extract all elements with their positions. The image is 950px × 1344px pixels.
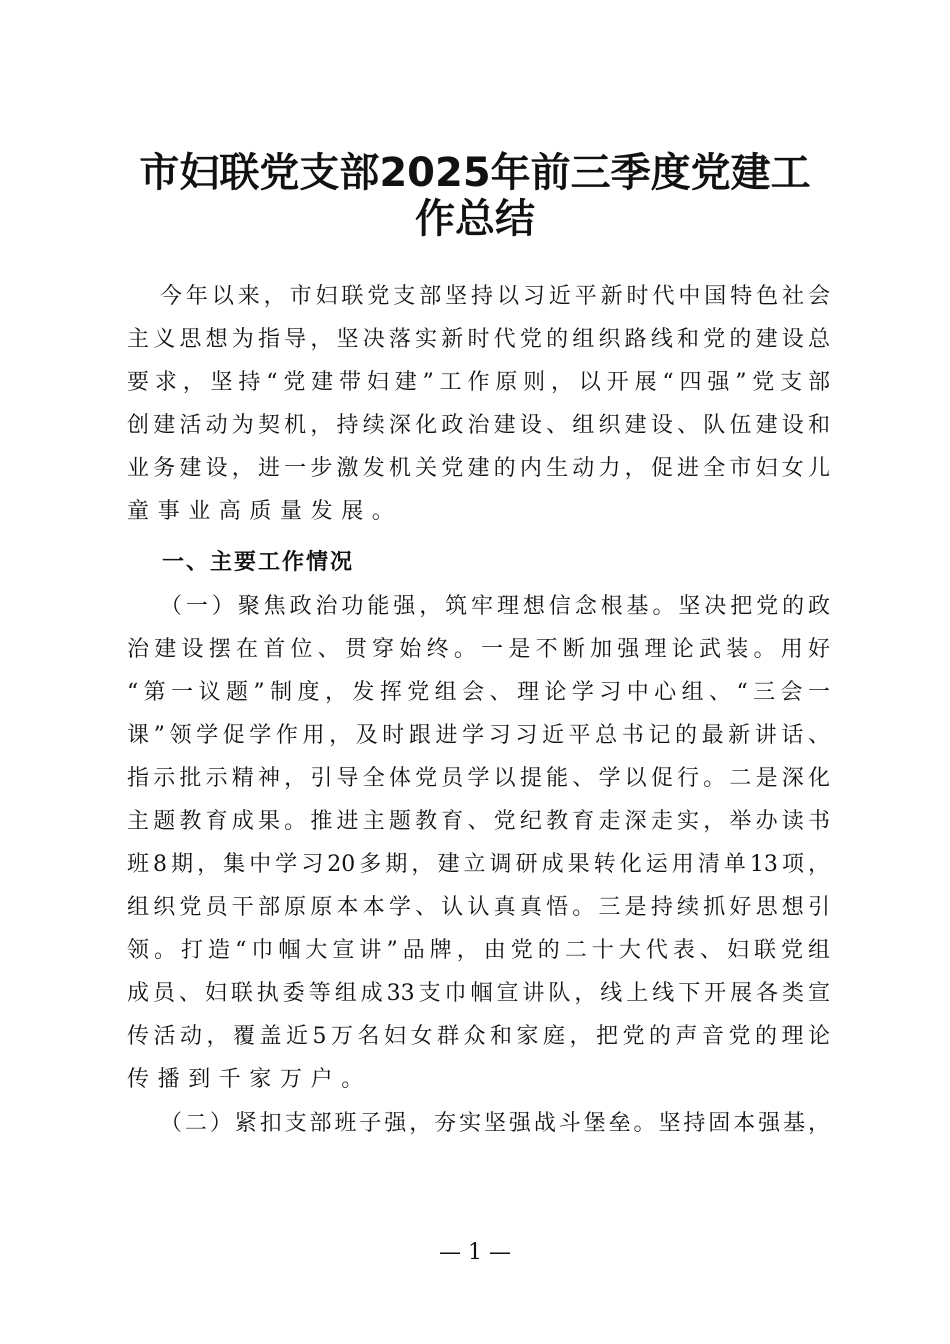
text-line: 课”领学促学作用，及时跟进学习习近平总书记的最新讲话、 [127,723,830,748]
text-line: （一）聚焦政治功能强，筑牢理想信念根基。坚决把党的政 [160,594,830,619]
text-line: 主题教育成果。推进主题教育、党纪教育走深走实，举办读书 [127,809,830,834]
text-line: 组织党员干部原原本本学、认认真真悟。三是持续抓好思想引 [127,895,830,920]
text-line: 今年以来，市妇联党支部坚持以习近平新时代中国特色社会 [160,284,830,309]
text-line: 班8期，集中学习20多期，建立调研成果转化运用清单13项， [127,852,830,877]
section-heading: 一、主要工作情况 [162,550,355,575]
title-line-1: 市妇联党支部2025年前三季度党建工 [139,150,811,196]
text-line: 童事业高质量发展。 [127,499,403,524]
text-line: （二）紧扣支部班子强，夯实坚强战斗堡垒。坚持固本强基， [160,1111,830,1136]
text-line: 创建活动为契机，持续深化政治建设、组织建设、队伍建设和 [127,413,830,438]
text-line: 治建设摆在首位、贯穿始终。一是不断加强理论武装。用好 [127,637,830,662]
text-line: 领。打造“巾帼大宣讲”品牌，由党的二十大代表、妇联党组 [127,938,830,963]
title-line-2: 作总结 [415,196,535,242]
text-line: 要求，坚持“党建带妇建”工作原则，以开展“四强”党支部 [127,370,830,395]
text-line: 业务建设，进一步激发机关党建的内生动力，促进全市妇女儿 [127,456,830,481]
text-line: “第一议题”制度，发挥党组会、理论学习中心组、“三会一 [127,680,830,705]
text-line: 传活动，覆盖近5万名妇女群众和家庭，把党的声音党的理论 [127,1024,830,1049]
text-line: 成员、妇联执委等组成33支巾帼宣讲队，线上线下开展各类宣 [127,981,830,1006]
text-line: 指示批示精神，引导全体党员学以提能、学以促行。二是深化 [127,766,830,791]
text-line: 传播到千家万户。 [127,1067,372,1092]
page-number: — 1 — [439,1240,511,1265]
text-line: 主义思想为指导，坚决落实新时代党的组织路线和党的建设总 [127,327,830,352]
